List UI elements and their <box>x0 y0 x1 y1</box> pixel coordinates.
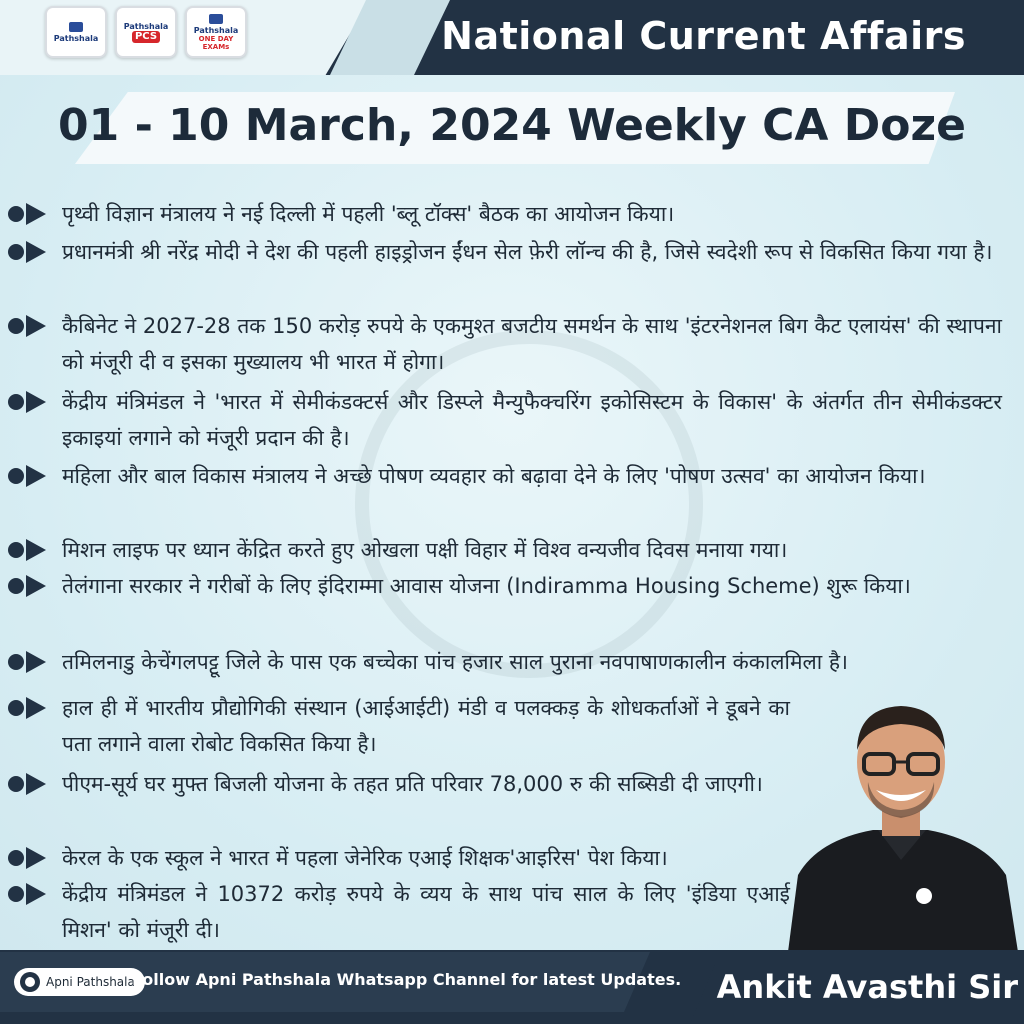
whatsapp-badge[interactable] <box>14 968 145 996</box>
list-item-text: तमिलनाडु केचेंगलपट्टू जिले के पास एक बच्चेका पांच हजार साल पुराना नवपाषाणकालीन कंकालमिला है। <box>62 650 848 674</box>
bullet-arrow-icon <box>8 239 48 265</box>
list-item-text: पीएम-सूर्य घर मुफ्त बिजली योजना के तहत प्रति परिवार 78,000 रु की सब्सिडी दी जाएगी। <box>62 772 763 796</box>
logo-text: Pathshala <box>123 21 169 31</box>
page-subtitle: 01 - 10 March, 2024 Weekly CA Doze <box>58 100 966 151</box>
logo-text: Pathshala <box>53 33 99 43</box>
bullet-arrow-icon <box>8 845 48 871</box>
page-title: National Current Affairs <box>441 14 966 58</box>
list-item-text: मिशन लाइफ पर ध्यान केंद्रित करते हुए ओखला पक्षी विहार में विश्व वन्यजीव दिवस मनाया गया। <box>62 538 788 562</box>
pathshala-oneday-logo <box>185 6 247 58</box>
list-item-text: महिला और बाल विकास मंत्रालय ने अच्छे पोषण व्यवहार को बढ़ावा देने के लिए 'पोषण उत्सव' का आयोजन किया। <box>62 464 926 488</box>
bullet-arrow-icon <box>8 389 48 415</box>
whatsapp-icon <box>20 972 40 992</box>
presenter-name: Ankit Avasthi Sir <box>716 968 1018 1006</box>
presenter-photo <box>778 690 1024 952</box>
list-item-text: केंद्रीय मंत्रिमंडल ने 'भारत में सेमीकंडक्टर्स और डिस्प्ले मैन्युफैक्चरिंग इकोसिस्टम के विकास' के अंतर्गत तीन सेमीकंडक्टर इकाइयां लगाने को मंजूरी प्रदान की है। <box>62 390 1002 450</box>
follow-text: Follow Apni Pathshala Whatsapp Channel for latest Updates. <box>132 970 682 989</box>
logo-subtext: PCS <box>132 31 160 43</box>
list-item-text: तेलंगाना सरकार ने गरीबों के लिए इंदिराम्मा आवास योजना (Indiramma Housing Scheme) शुरू किया। <box>62 574 911 598</box>
emblem-watermark <box>355 330 703 678</box>
bullet-arrow-icon <box>8 695 48 721</box>
bullet-arrow-icon <box>8 463 48 489</box>
bullet-arrow-icon <box>8 313 48 339</box>
book-icon <box>69 22 83 32</box>
logo-subtext: ONE DAY EXAMs <box>198 34 234 51</box>
list-item-text: प्रधानमंत्री श्री नरेंद्र मोदी ने देश की पहली हाइड्रोजन ईंधन सेल फ़ेरी लॉन्च की है, जिसे स्वदेशी रूप से विकसित किया गया है। <box>62 240 993 264</box>
list-item-text: पृथ्वी विज्ञान मंत्रालय ने नई दिल्ली में पहली 'ब्लू टॉक्स' बैठक का आयोजन किया। <box>62 202 675 226</box>
list-item-text: कैबिनेट ने 2027-28 तक 150 करोड़ रुपये के एकमुश्त बजटीय समर्थन के साथ 'इंटरनेशनल बिग कैट एलायंस' की स्थापना को मंजूरी दी व इसका मुख्यालय भी भारत में होगा। <box>62 314 1002 374</box>
pathshala-pcs-logo <box>115 6 177 58</box>
bullet-arrow-icon <box>8 771 48 797</box>
pathshala-logo <box>45 6 107 58</box>
logo-text: Pathshala <box>193 25 239 35</box>
bullet-arrow-icon <box>8 649 48 675</box>
list-item-text: हाल ही में भारतीय प्रौद्योगिकी संस्थान (आईआईटी) मंडी व पलक्कड़ के शोधकर्ताओं ने डूबने का पता लगाने वाला रोबोट विकसित किया है। <box>62 696 790 756</box>
bullet-arrow-icon <box>8 881 48 907</box>
whatsapp-channel-label: Apni Pathshala <box>46 975 135 989</box>
bullet-arrow-icon <box>8 201 48 227</box>
bullet-arrow-icon <box>8 573 48 599</box>
list-item-text: केरल के एक स्कूल ने भारत में पहला जेनेरिक एआई शिक्षक'आइरिस' पेश किया। <box>62 846 668 870</box>
bullet-arrow-icon <box>8 537 48 563</box>
book-icon <box>209 14 223 24</box>
list-item-text: केंद्रीय मंत्रिमंडल ने 10372 करोड़ रुपये के व्यय के साथ पांच साल के लिए 'इंडिया एआई मिशन' को मंजूरी दी। <box>62 882 790 942</box>
brand-logos <box>45 6 247 58</box>
